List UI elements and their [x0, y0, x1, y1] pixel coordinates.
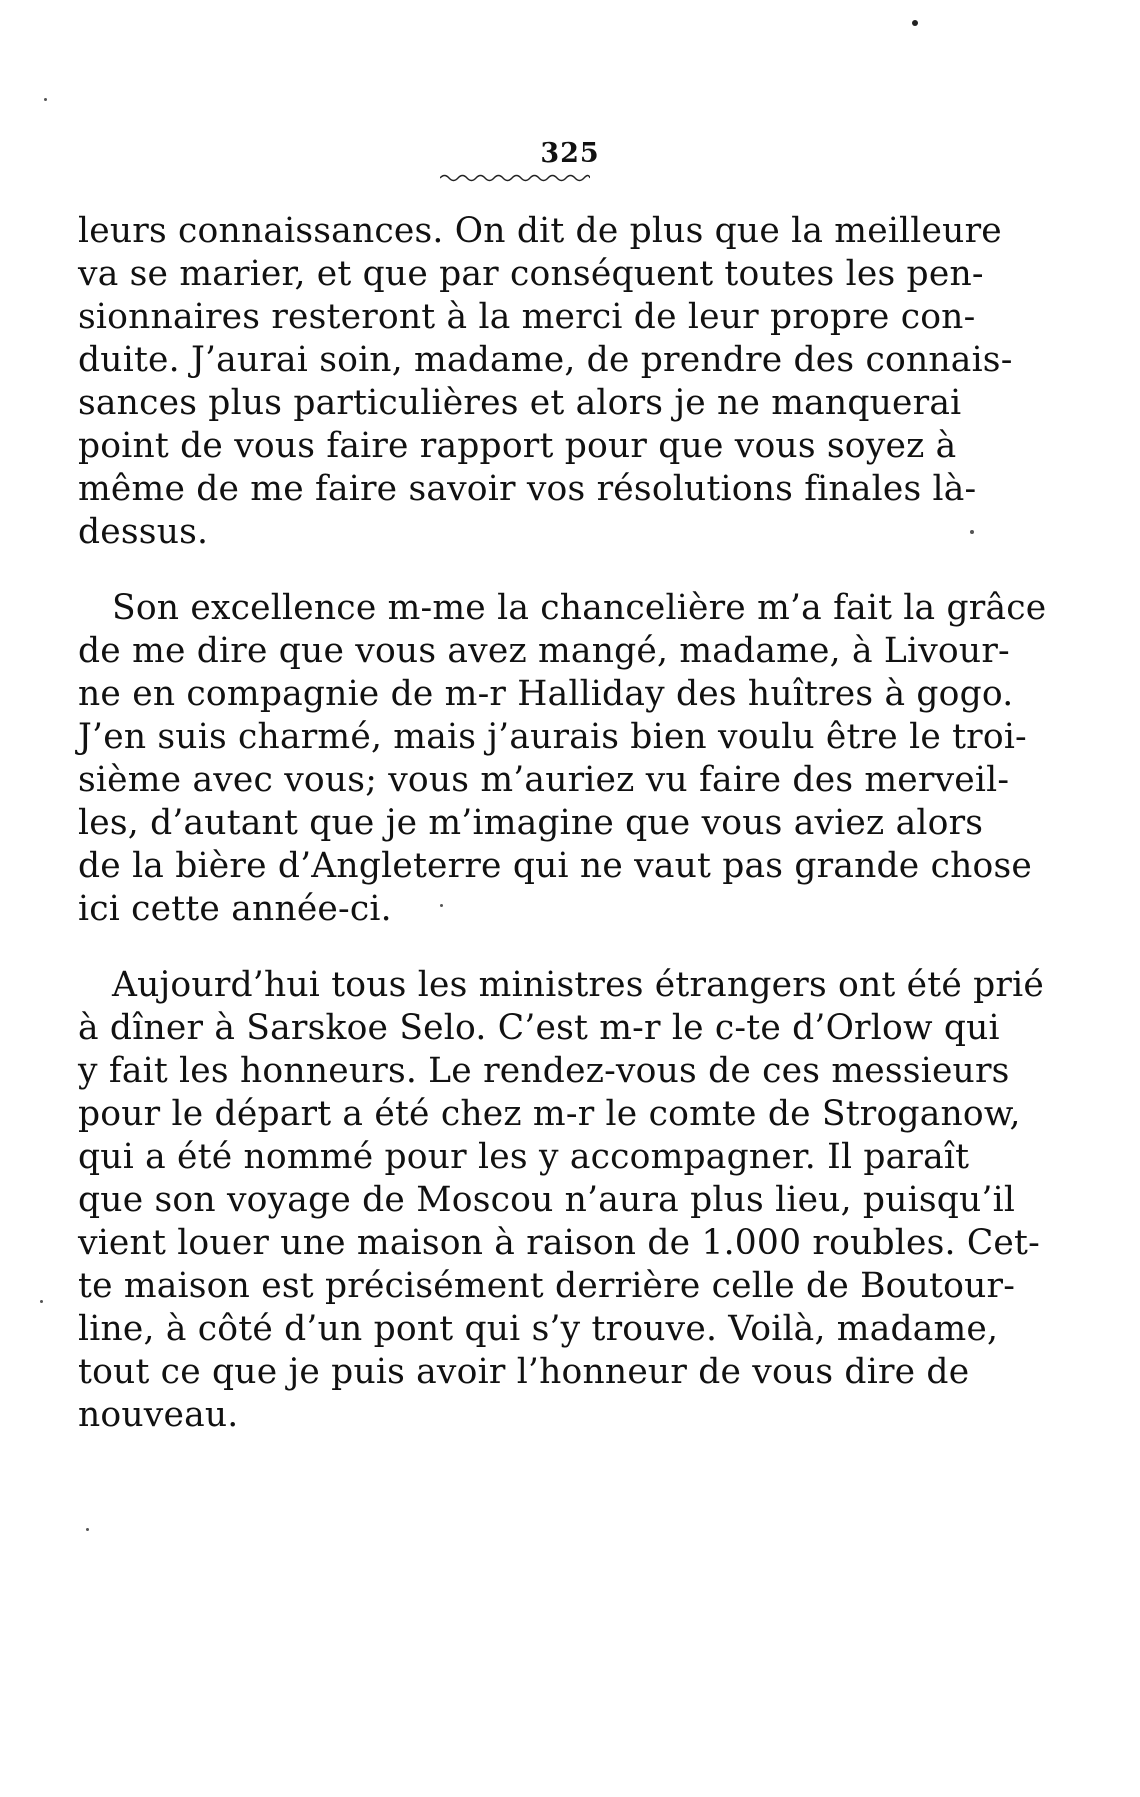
text-line: J’en suis charmé, mais j’aurais bien voulu être le troi-: [78, 717, 1027, 757]
wavy-rule-ornament: [440, 172, 590, 184]
scan-speck: [440, 904, 443, 907]
paragraph-2: [78, 587, 1047, 931]
text-line: line, à côté d’un pont qui s’y trouve. Voilà, madame,: [78, 1309, 999, 1349]
text-line: de la bière d’Angleterre qui ne vaut pas grande chose: [78, 846, 1033, 886]
text-line: point de vous faire rapport pour que vous soyez à: [78, 426, 957, 466]
paragraph-1: [78, 210, 1013, 554]
text-line: que son voyage de Moscou n’aura plus lieu, puisqu’il: [78, 1180, 1016, 1220]
text-line: sième avec vous; vous m’auriez vu faire des merveil-: [78, 760, 1010, 800]
text-line: tout ce que je puis avoir l’honneur de vous dire de: [78, 1352, 970, 1392]
scan-speck: [86, 1528, 89, 1531]
text-line: qui a été nommé pour les y accompagner. Il paraît: [78, 1137, 970, 1177]
paragraph-3: [78, 964, 1044, 1437]
text-line: y fait les honneurs. Le rendez-vous de ces messieurs: [78, 1051, 1010, 1091]
text-line: pour le départ a été chez m-r le comte de Stroganow,: [78, 1094, 1021, 1134]
text-line: sionnaires resteront à la merci de leur propre con-: [78, 297, 976, 337]
text-line: vient louer une maison à raison de 1.000 roubles. Cet-: [78, 1223, 1040, 1263]
scan-speck: [44, 98, 47, 101]
text-line: de me dire que vous avez mangé, madame, à Livour-: [78, 631, 1010, 671]
text-line: dessus.: [78, 512, 209, 552]
text-line: ne en compagnie de m-r Halliday des huîtres à gogo.: [78, 674, 1014, 714]
text-line: les, d’autant que je m’imagine que vous aviez alors: [78, 803, 984, 843]
text-line: ici cette année-ci.: [78, 889, 392, 929]
scan-speck: [970, 530, 974, 534]
text-line: duite. J’aurai soin, madame, de prendre des connais-: [78, 340, 1013, 380]
text-line: va se marier, et que par conséquent toutes les pen-: [78, 254, 984, 294]
text-line: Son excellence m-me la chancelière m’a fait la grâce: [112, 588, 1047, 628]
scan-speck: [40, 1300, 43, 1303]
body-text: [78, 210, 1047, 1437]
scan-speck: [912, 20, 918, 26]
text-line: leurs connaissances. On dit de plus que la meilleure: [78, 211, 1002, 251]
text-line: Aujourd’hui tous les ministres étrangers ont été prié: [112, 965, 1044, 1005]
text-line: même de me faire savoir vos résolutions finales là-: [78, 469, 977, 509]
text-line: sances plus particulières et alors je ne manquerai: [78, 383, 962, 423]
text-line: te maison est précisément derrière celle de Boutour-: [78, 1266, 1016, 1306]
text-line: à dîner à Sarskoe Selo. C’est m-r le c-te d’Orlow qui: [78, 1008, 1000, 1048]
page-number: 325: [540, 138, 600, 169]
text-line: nouveau.: [78, 1395, 239, 1435]
